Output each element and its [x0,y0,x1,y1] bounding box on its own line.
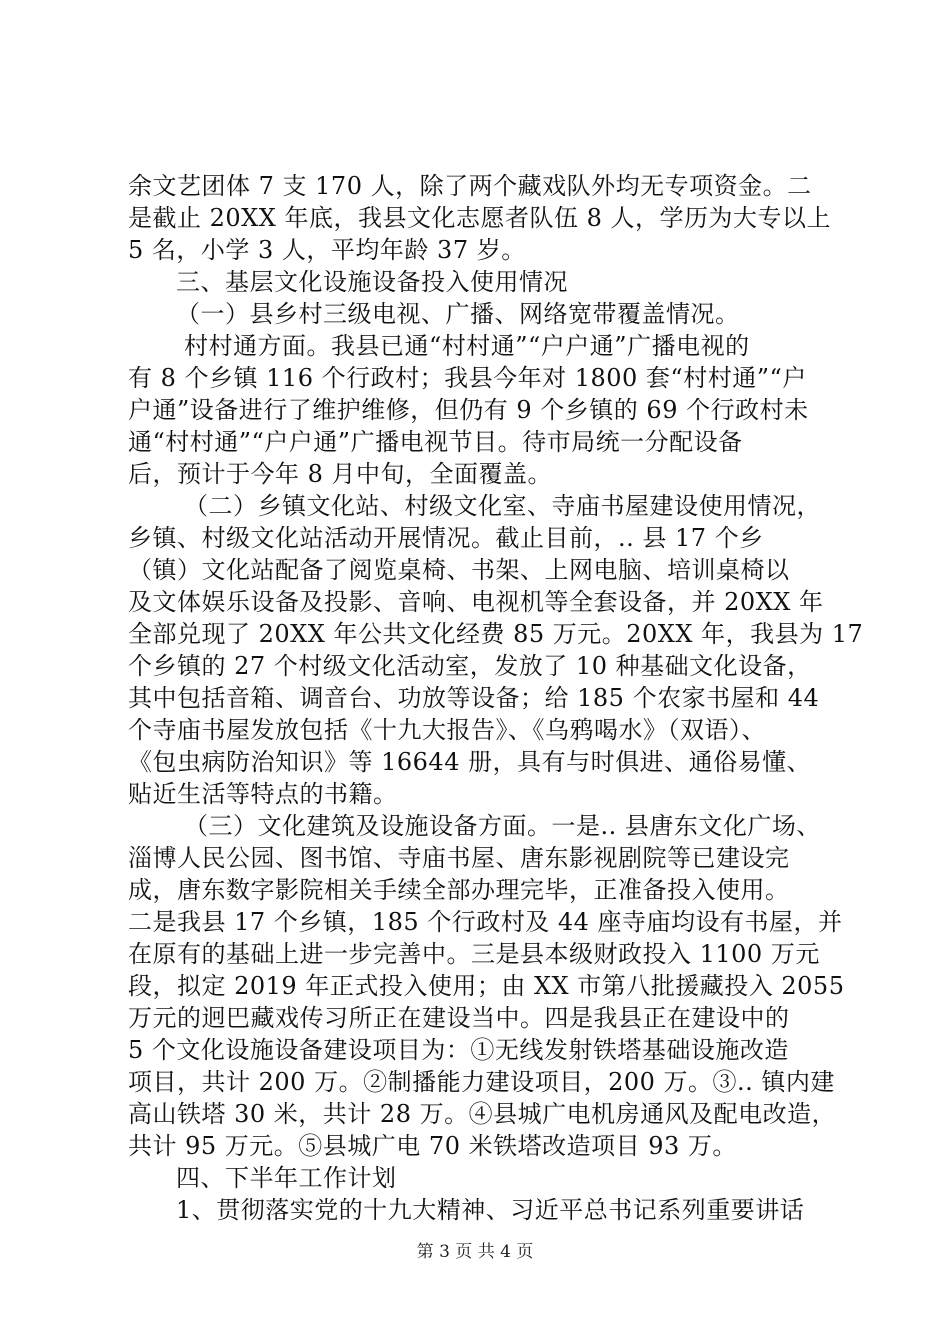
text-line: 个乡镇的 27 个村级文化活动室，发放了 10 种基础文化设备， [128,652,812,680]
text-line: 余文艺团体 7 支 170 人，除了两个藏戏队外均无专项资金。二 [128,172,812,200]
text-line: 5 个文化设施设备建设项目为：①无线发射铁塔基础设施改造 [128,1036,789,1064]
text-line: 通“村村通”“户户通”广播电视节目。待市局统一分配设备 [128,428,743,456]
text-line: 个寺庙书屋发放包括《十九大报告》、《乌鸦喝水》（双语）、 [128,716,766,744]
text-line: 贴近生活等特点的书籍。 [128,780,398,808]
text-line: （镇）文化站配备了阅览桌椅、书架、上网电脑、培训桌椅以 [128,556,790,584]
text-line: 5 名，小学 3 人，平均年龄 37 岁。 [128,236,526,264]
text-line: 共计 95 万元。⑤县城广电 70 米铁塔改造项目 93 万。 [128,1132,737,1160]
text-line: 段，拟定 2019 年正式投入使用；由 XX 市第八批援藏投入 2055 [128,972,845,1000]
text-line: 村村通方面。我县已通“村村通”“户户通”广播电视的 [184,332,750,360]
page-footer: 第 3 页 共 4 页 [416,1242,534,1262]
text-line: 全部兑现了 20XX 年公共文化经费 85 万元。20XX 年，我县为 17 [128,620,864,648]
text-line: 有 8 个乡镇 116 个行政村；我县今年对 1800 套“村村通”“户 [128,364,807,392]
text-line: 项目，共计 200 万。②制播能力建设项目，200 万。③.. 镇内建 [128,1068,835,1096]
text-line: 成，唐东数字影院相关手续全部办理完毕，正准备投入使用。 [128,876,790,904]
text-line: 1、贯彻落实党的十九大精神、习近平总书记系列重要讲话 [176,1196,805,1224]
section-heading: 四、下半年工作计划 [176,1164,397,1192]
section-heading: 三、基层文化设施设备投入使用情况 [176,268,568,296]
subsection-heading: （三）文化建筑及设施设备方面。一是.. 县唐东文化广场、 [184,812,821,840]
body-text [128,170,864,1226]
text-line: 高山铁塔 30 米，共计 28 万。④县城广电机房通风及配电改造， [128,1100,837,1128]
text-line: 户通”设备进行了维护维修，但仍有 9 个乡镇的 69 个行政村未 [128,396,809,424]
text-line: 淄博人民公园、图书馆、寺庙书屋、唐东影视剧院等已建设完 [128,844,790,872]
text-line: 二是我县 17 个乡镇，185 个行政村及 44 座寺庙均设有书屋，并 [128,908,843,936]
subsection-heading: （二）乡镇文化站、村级文化室、寺庙书屋建设使用情况， [184,492,821,520]
text-line: 《包虫病防治知识》等 16644 册，具有与时俱进、通俗易懂、 [128,748,812,776]
text-line: 后，预计于今年 8 月中旬，全面覆盖。 [128,460,553,488]
text-line: 万元的迥巴藏戏传习所正在建设当中。四是我县正在建设中的 [128,1004,790,1032]
subsection-heading: （一）县乡村三级电视、广播、网络宽带覆盖情况。 [176,300,740,328]
text-line: 乡镇、村级文化站活动开展情况。截止目前，.. 县 17 个乡 [128,524,764,552]
text-line: 是截止 20XX 年底，我县文化志愿者队伍 8 人，学历为大专以上 [128,204,831,232]
text-line: 其中包括音箱、调音台、功放等设备；给 185 个农家书屋和 44 [128,684,820,712]
text-line: 在原有的基础上进一步完善中。三是县本级财政投入 1100 万元 [128,940,820,968]
text-line: 及文体娱乐设备及投影、音响、电视机等全套设备，并 20XX 年 [128,588,824,616]
